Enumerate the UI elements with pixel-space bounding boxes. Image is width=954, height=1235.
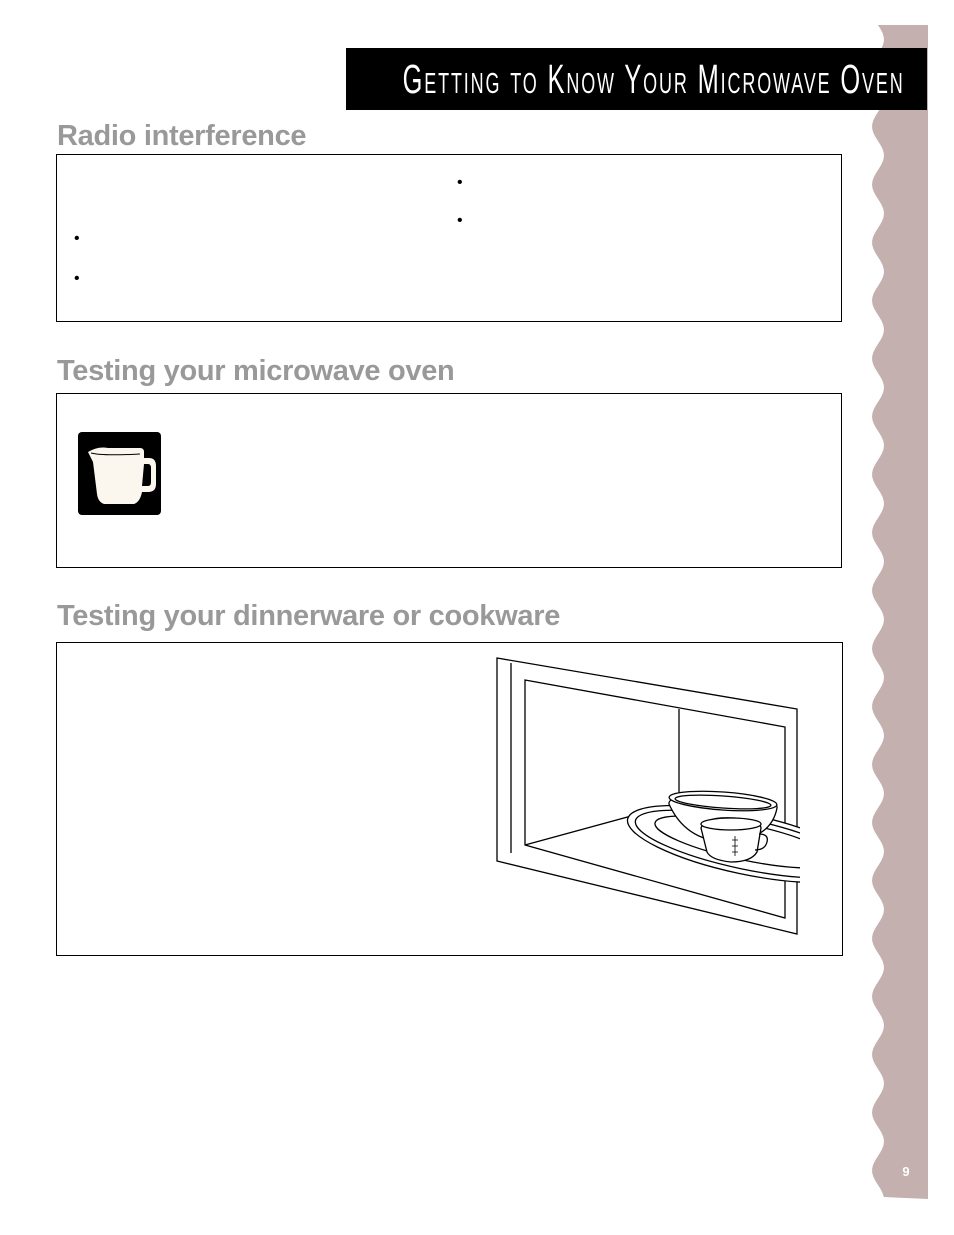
wavy-side-band [868,25,928,1199]
bullet-point: • [457,174,463,191]
page-number: 9 [902,1164,910,1179]
bullet-point: • [457,212,463,229]
heading-testing-dinnerware: Testing your dinnerware or cookware [57,600,561,632]
chapter-title-bar [346,48,927,110]
heading-testing-oven: Testing your microwave oven [57,355,455,387]
radio-interference-box [56,154,842,322]
bullet-point: • [74,230,80,247]
testing-oven-box [56,393,842,568]
chapter-title: Getting to Know Your Microwave Oven [403,55,905,102]
measuring-cup-icon [78,432,161,515]
bullet-point: • [74,270,80,287]
heading-radio-interference: Radio interference [57,120,307,152]
microwave-oven-illustration [495,656,800,936]
